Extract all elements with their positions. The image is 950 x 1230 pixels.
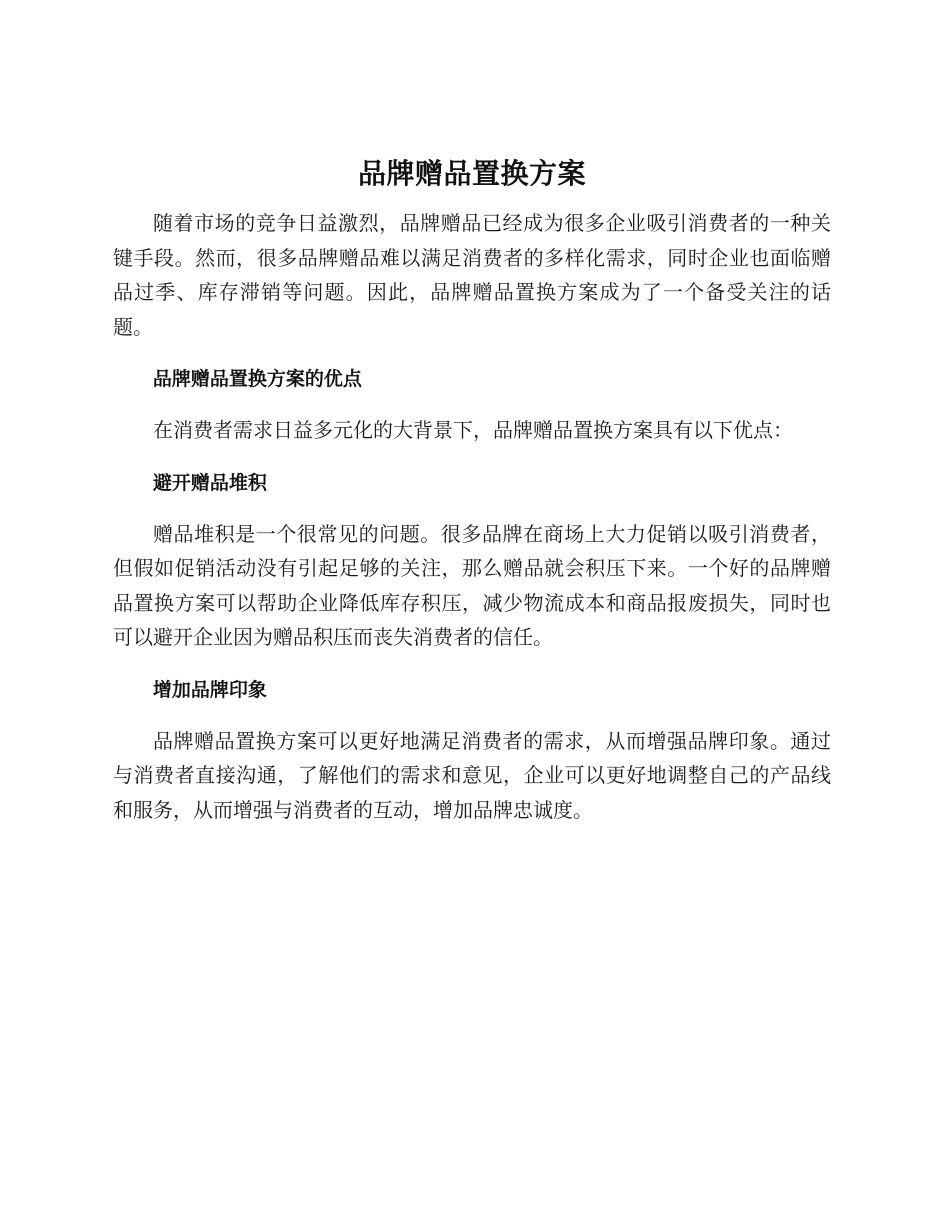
section-heading-advantages: 品牌赠品置换方案的优点 bbox=[152, 368, 362, 390]
document-title: 品牌赠品置换方案 bbox=[357, 157, 586, 190]
document-body bbox=[113, 152, 831, 827]
intro-paragraph: 随着市场的竞争日益激烈，品牌赠品已经成为很多企业吸引消费者的一种关键手段。然而，很多品牌赠品难以满足消费者的多样化需求，同时企业也面临赠品过季、库存滞销等问题。因此，品牌赠品置换方案成为了一个备受关注的话题。 bbox=[113, 211, 831, 339]
section-paragraph-brand-impression: 品牌赠品置换方案可以更好地满足消费者的需求，从而增强品牌印象。通过与消费者直接沟通，了解他们的需求和意见，企业可以更好地调整自己的产品线和服务，从而增强与消费者的互动，增加品牌忠诚度。 bbox=[113, 728, 831, 822]
section-paragraph-advantages: 在消费者需求日益多元化的大背景下，品牌赠品置换方案具有以下优点： bbox=[153, 418, 793, 442]
section-heading-avoid-stockpile: 避开赠品堆积 bbox=[152, 471, 267, 494]
section-heading-brand-impression: 增加品牌印象 bbox=[152, 678, 267, 701]
section-paragraph-avoid-stockpile: 赠品堆积是一个很常见的问题。很多品牌在商场上大力促销以吸引消费者，但假如促销活动没有引起足够的关注，那么赠品就会积压下来。一个好的品牌赠品置换方案可以帮助企业降低库存积压，减少物流成本和商品报废损失，同时也可以避开企业因为赠品积压而丧失消费者的信任。 bbox=[113, 521, 831, 649]
